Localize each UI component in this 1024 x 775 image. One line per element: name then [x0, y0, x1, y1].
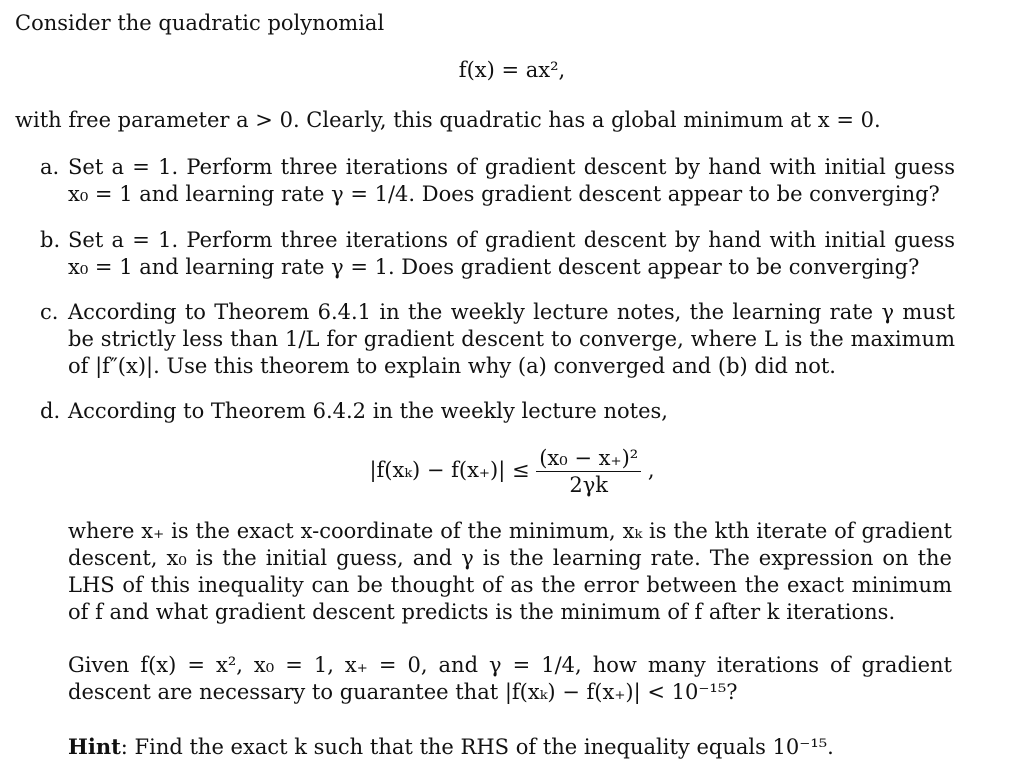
inequality-fraction — [536, 446, 641, 497]
hint-label: Hint — [68, 734, 121, 759]
item-text: Set a = 1. Perform three iterations of gradient descent by hand with initial guess x₀ = 1 and learning rate γ = 1. Does gradient descent appear to be converging? — [68, 228, 955, 279]
hint-paragraph — [68, 733, 952, 761]
given-paragraph: Given f(x) = x², x₀ = 1, x₊ = 0, and γ = 1/4, how many iterations of gradient descent are necessary to guarantee that |f(xₖ) − f(x₊)| < 10⁻¹⁵? — [68, 653, 952, 704]
hint-text: : Find the exact k such that the RHS of the inequality equals 10⁻¹⁵. — [120, 735, 834, 759]
item-label: c. — [40, 300, 59, 324]
item-a — [40, 154, 955, 208]
inequality-trail: , — [647, 458, 655, 482]
inequality-equation — [0, 446, 1024, 497]
item-text: Set a = 1. Perform three iterations of gradient descent by hand with initial guess x₀ = 1 and learning rate γ = 1/4. Does gradient descent appear to be converging? — [68, 155, 955, 206]
item-label: d. — [40, 399, 61, 423]
where-paragraph: where x₊ is the exact x-coordinate of the minimum, xₖ is the kth iterate of gradient descent, x₀ is the initial guess, and γ is the learning rate. The expression on the LHS of this inequality can be thought of as the error between the exact minimum of f and what gradient descent predicts is the minimum of f after k iterations. — [68, 519, 952, 624]
item-text: According to Theorem 6.4.1 in the weekly lecture notes, the learning rate γ must be strictly less than 1/L for gradient descent to converge, where L is the maximum of |f″(x)|. Use this theorem to explain why (a) converged and (b) did not. — [68, 300, 955, 378]
item-label: b. — [40, 228, 61, 252]
item-d — [40, 398, 955, 425]
free-parameter-line: with free parameter a > 0. Clearly, this quadratic has a global minimum at x = 0. — [15, 108, 881, 132]
intro-text: Consider the quadratic polynomial — [15, 11, 385, 35]
item-label: a. — [40, 155, 60, 179]
fraction-numerator: (x₀ − x₊)² — [536, 446, 641, 472]
item-c — [40, 299, 955, 380]
item-b — [40, 227, 955, 281]
fraction-denominator: 2γk — [569, 473, 609, 497]
item-text: According to Theorem 6.4.2 in the weekly lecture notes, — [68, 399, 668, 423]
equation-quadratic: f(x) = ax², — [458, 58, 566, 82]
inequality-lhs: |f(xₖ) − f(x₊)| ≤ — [369, 458, 537, 482]
